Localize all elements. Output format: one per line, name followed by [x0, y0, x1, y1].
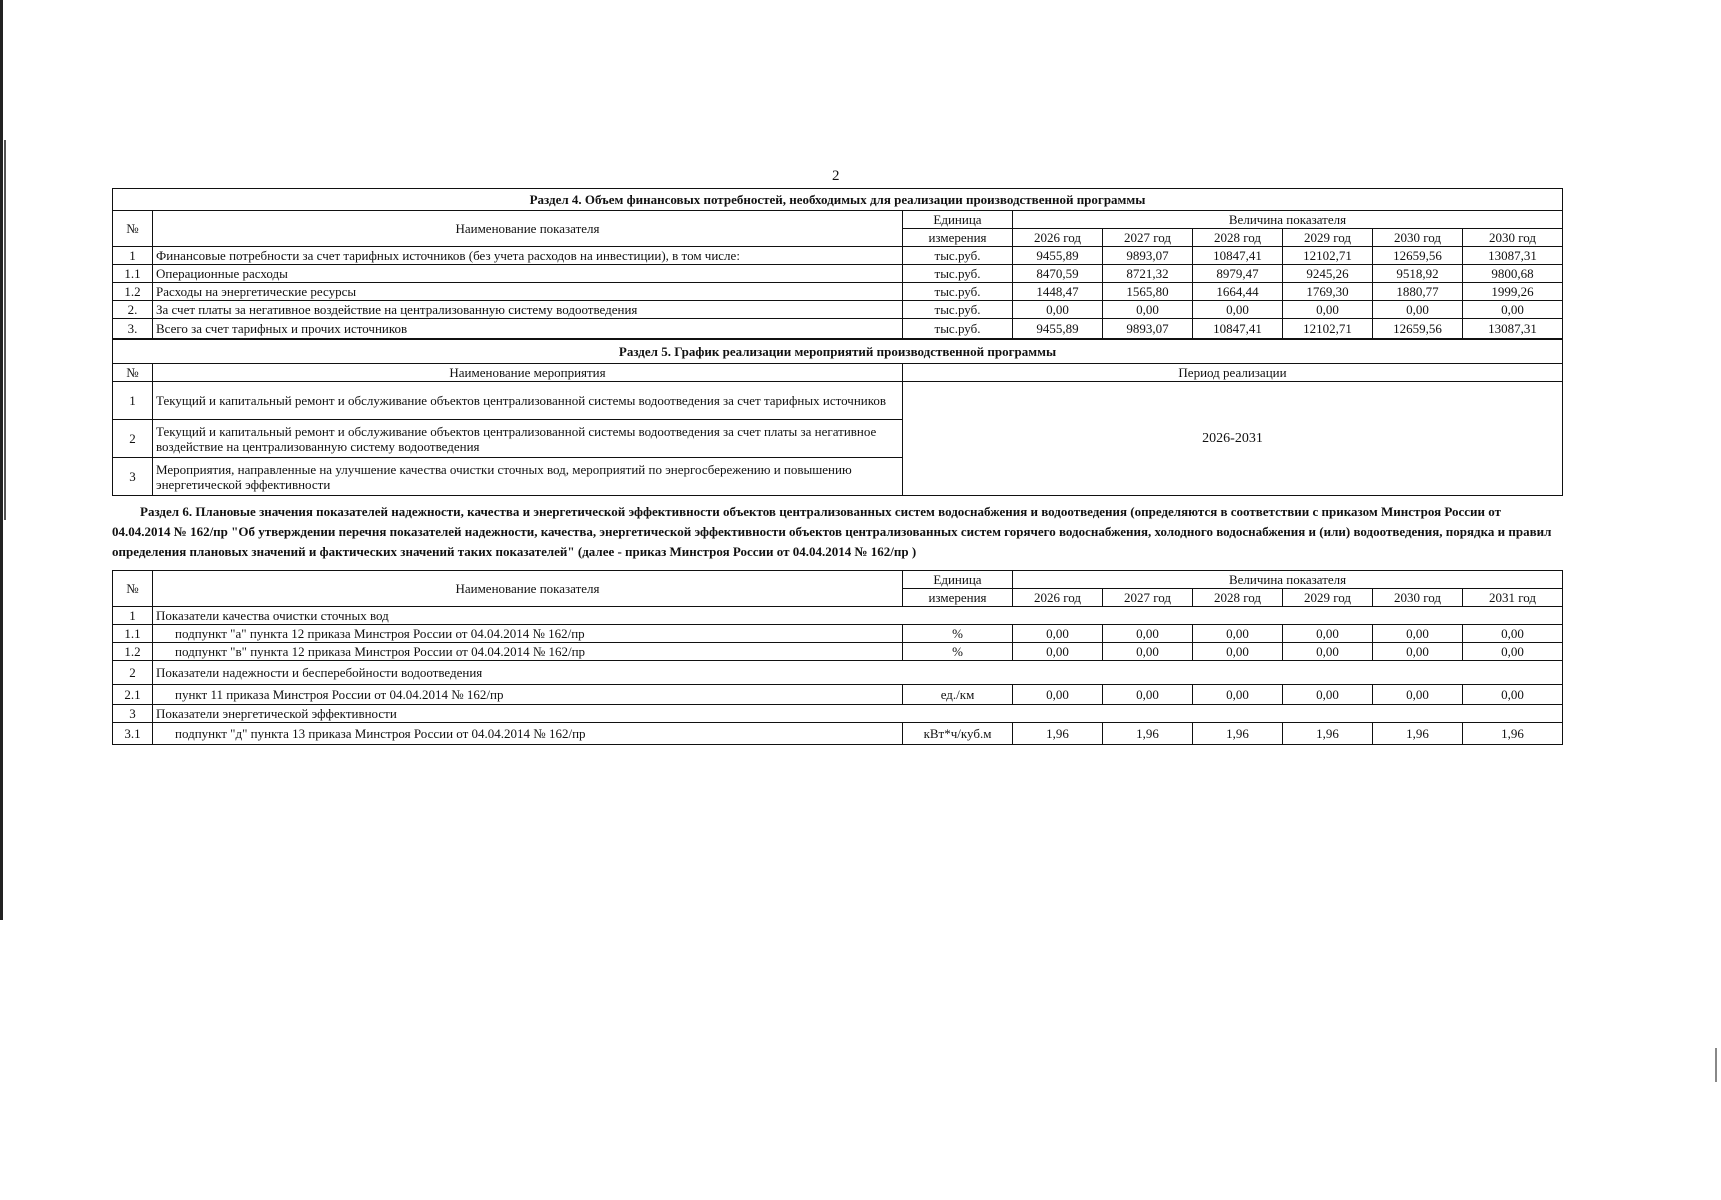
row-name: Расходы на энергетические ресурсы — [153, 283, 903, 301]
row-value: 0,00 — [1283, 301, 1373, 319]
table-row — [113, 625, 1563, 643]
row-unit: ед./км — [903, 685, 1013, 705]
row-name: подпункт "д" пункта 13 приказа Минстроя России от 04.04.2014 № 162/пр — [153, 723, 903, 745]
section4-title: Раздел 4. Объем финансовых потребностей, необходимых для реализации производственной программы — [113, 189, 1563, 211]
row-value: 9800,68 — [1463, 265, 1563, 283]
col-no-header: № — [113, 571, 153, 607]
row-value: 12659,56 — [1373, 319, 1463, 339]
row-value: 1999,26 — [1463, 283, 1563, 301]
section5-title: Раздел 5. График реализации мероприятий производственной программы — [113, 340, 1563, 364]
row-value: 0,00 — [1013, 301, 1103, 319]
table-row — [113, 265, 1563, 283]
row-no: 2 — [113, 420, 153, 458]
row-value: 0,00 — [1463, 643, 1563, 661]
row-value: 1,96 — [1013, 723, 1103, 745]
year-header: 2026 год — [1013, 229, 1103, 247]
year-header: 2026 год — [1013, 589, 1103, 607]
row-value: 1769,30 — [1283, 283, 1373, 301]
page-number: 2 — [832, 168, 840, 184]
row-no: 1 — [113, 607, 153, 625]
group-row — [113, 705, 1563, 723]
row-value: 9455,89 — [1013, 247, 1103, 265]
group-name: Показатели надежности и бесперебойности водоотведения — [153, 661, 1563, 685]
row-unit: тыс.руб. — [903, 319, 1013, 339]
row-no: 3.1 — [113, 723, 153, 745]
row-name: За счет платы за негативное воздействие на централизованную систему водоотведения — [153, 301, 903, 319]
col-value-header: Величина показателя — [1013, 571, 1563, 589]
table-row — [113, 685, 1563, 705]
row-value: 1,96 — [1283, 723, 1373, 745]
row-name: подпункт "а" пункта 12 приказа Минстроя России от 04.04.2014 № 162/пр — [153, 625, 903, 643]
row-no: 1.1 — [113, 625, 153, 643]
row-value: 0,00 — [1463, 625, 1563, 643]
group-row — [113, 661, 1563, 685]
row-unit: тыс.руб. — [903, 247, 1013, 265]
row-value: 0,00 — [1103, 643, 1193, 661]
col-unit-header: Единица — [903, 211, 1013, 229]
group-name: Показатели качества очистки сточных вод — [153, 607, 1563, 625]
row-value: 9455,89 — [1013, 319, 1103, 339]
section6-title: Раздел 6. Плановые значения показателей надежности, качества и энергетической эффективности объектов централизованных систем водоснабжения и водоотведения (определяются в соответствии с приказом Минстроя России от 04.04.2014 № 162/пр "Об утверждении перечня показателей надежности, качества, энергетической эффективности объектов централизованных систем горячего водоснабжения, холодного водоснабжения и (или) водоотведения, порядка и правил определения плановых значений и фактических значений таких показателей" (далее - приказ Минстроя России от 04.04.2014 № 162/пр ) — [112, 504, 1552, 559]
year-header: 2030 год — [1463, 229, 1563, 247]
row-value: 8721,32 — [1103, 265, 1193, 283]
row-value: 13087,31 — [1463, 247, 1563, 265]
row-name: Мероприятия, направленные на улучшение качества очистки сточных вод, мероприятий по энергосбережению и повышению энергетической эффективности — [153, 458, 903, 496]
section4-table — [112, 188, 1563, 339]
row-value: 0,00 — [1103, 625, 1193, 643]
row-value: 9518,92 — [1373, 265, 1463, 283]
col-name-header: Наименование мероприятия — [153, 364, 903, 382]
group-row — [113, 607, 1563, 625]
table-row — [113, 319, 1563, 339]
document-body — [112, 188, 1562, 745]
table-row — [113, 283, 1563, 301]
row-value: 12102,71 — [1283, 319, 1373, 339]
row-value: 0,00 — [1373, 625, 1463, 643]
year-header: 2028 год — [1193, 589, 1283, 607]
row-value: 9893,07 — [1103, 319, 1193, 339]
row-value: 0,00 — [1013, 685, 1103, 705]
row-name: Операционные расходы — [153, 265, 903, 283]
col-no-header: № — [113, 364, 153, 382]
row-value: 13087,31 — [1463, 319, 1563, 339]
row-value: 10847,41 — [1193, 247, 1283, 265]
row-no: 2 — [113, 661, 153, 685]
scan-edge-mark — [1715, 1048, 1717, 1082]
col-name-header: Наименование показателя — [153, 211, 903, 247]
row-name: подпункт "в" пункта 12 приказа Минстроя России от 04.04.2014 № 162/пр — [153, 643, 903, 661]
row-no: 1.2 — [113, 283, 153, 301]
col-period-header: Период реализации — [903, 364, 1563, 382]
row-value: 1,96 — [1103, 723, 1193, 745]
row-value: 0,00 — [1193, 301, 1283, 319]
row-name: пункт 11 приказа Минстроя России от 04.04.2014 № 162/пр — [153, 685, 903, 705]
row-value: 10847,41 — [1193, 319, 1283, 339]
row-unit: кВт*ч/куб.м — [903, 723, 1013, 745]
row-no: 2. — [113, 301, 153, 319]
period-value: 2026-2031 — [903, 382, 1563, 496]
row-no: 1.2 — [113, 643, 153, 661]
row-value: 0,00 — [1013, 625, 1103, 643]
col-no-header: № — [113, 211, 153, 247]
row-value: 1565,80 — [1103, 283, 1193, 301]
row-value: 1664,44 — [1193, 283, 1283, 301]
row-value: 0,00 — [1193, 643, 1283, 661]
col-unit-header: Единица — [903, 571, 1013, 589]
row-no: 3 — [113, 458, 153, 496]
row-unit: тыс.руб. — [903, 283, 1013, 301]
row-value: 0,00 — [1193, 685, 1283, 705]
row-value: 12102,71 — [1283, 247, 1373, 265]
row-unit: тыс.руб. — [903, 265, 1013, 283]
year-header: 2029 год — [1283, 229, 1373, 247]
row-value: 0,00 — [1103, 301, 1193, 319]
col-value-header: Величина показателя — [1013, 211, 1563, 229]
row-no: 3 — [113, 705, 153, 723]
year-header: 2028 год — [1193, 229, 1283, 247]
section5-table — [112, 339, 1563, 496]
row-no: 2.1 — [113, 685, 153, 705]
row-value: 1,96 — [1193, 723, 1283, 745]
row-value: 1880,77 — [1373, 283, 1463, 301]
table-row — [113, 382, 1563, 420]
table-row — [113, 301, 1563, 319]
row-unit: % — [903, 625, 1013, 643]
row-name: Текущий и капитальный ремонт и обслуживание объектов централизованной системы водоотведения за счет платы за негативное воздействие на централизованную систему водоотведения — [153, 420, 903, 458]
col-unit-header: измерения — [903, 229, 1013, 247]
row-no: 3. — [113, 319, 153, 339]
row-value: 8470,59 — [1013, 265, 1103, 283]
year-header: 2030 год — [1373, 229, 1463, 247]
row-unit: тыс.руб. — [903, 301, 1013, 319]
row-name: Текущий и капитальный ремонт и обслуживание объектов централизованной системы водоотведения за счет тарифных источников — [153, 382, 903, 420]
row-value: 12659,56 — [1373, 247, 1463, 265]
year-header: 2031 год — [1463, 589, 1563, 607]
row-no: 1 — [113, 382, 153, 420]
scan-edge-mark — [4, 140, 6, 520]
group-name: Показатели энергетической эффективности — [153, 705, 1563, 723]
col-name-header: Наименование показателя — [153, 571, 903, 607]
year-header: 2027 год — [1103, 589, 1193, 607]
row-value: 0,00 — [1193, 625, 1283, 643]
row-name: Финансовые потребности за счет тарифных источников (без учета расходов на инвестиции), в том числе: — [153, 247, 903, 265]
section6-table — [112, 570, 1563, 745]
row-value: 0,00 — [1373, 685, 1463, 705]
year-header: 2029 год — [1283, 589, 1373, 607]
row-value: 9893,07 — [1103, 247, 1193, 265]
row-unit: % — [903, 643, 1013, 661]
scan-edge-mark — [0, 0, 3, 920]
row-value: 1,96 — [1373, 723, 1463, 745]
row-value: 0,00 — [1103, 685, 1193, 705]
row-value: 0,00 — [1013, 643, 1103, 661]
row-value: 0,00 — [1373, 301, 1463, 319]
row-value: 0,00 — [1463, 685, 1563, 705]
col-unit-header: измерения — [903, 589, 1013, 607]
row-no: 1.1 — [113, 265, 153, 283]
row-value: 0,00 — [1283, 643, 1373, 661]
row-no: 1 — [113, 247, 153, 265]
row-value: 8979,47 — [1193, 265, 1283, 283]
row-value: 0,00 — [1373, 643, 1463, 661]
table-row — [113, 723, 1563, 745]
year-header: 2030 год — [1373, 589, 1463, 607]
row-value: 0,00 — [1283, 685, 1373, 705]
row-name: Всего за счет тарифных и прочих источников — [153, 319, 903, 339]
row-value: 9245,26 — [1283, 265, 1373, 283]
table-row — [113, 643, 1563, 661]
row-value: 0,00 — [1283, 625, 1373, 643]
row-value: 0,00 — [1463, 301, 1563, 319]
year-header: 2027 год — [1103, 229, 1193, 247]
row-value: 1,96 — [1463, 723, 1563, 745]
row-value: 1448,47 — [1013, 283, 1103, 301]
table-row — [113, 247, 1563, 265]
